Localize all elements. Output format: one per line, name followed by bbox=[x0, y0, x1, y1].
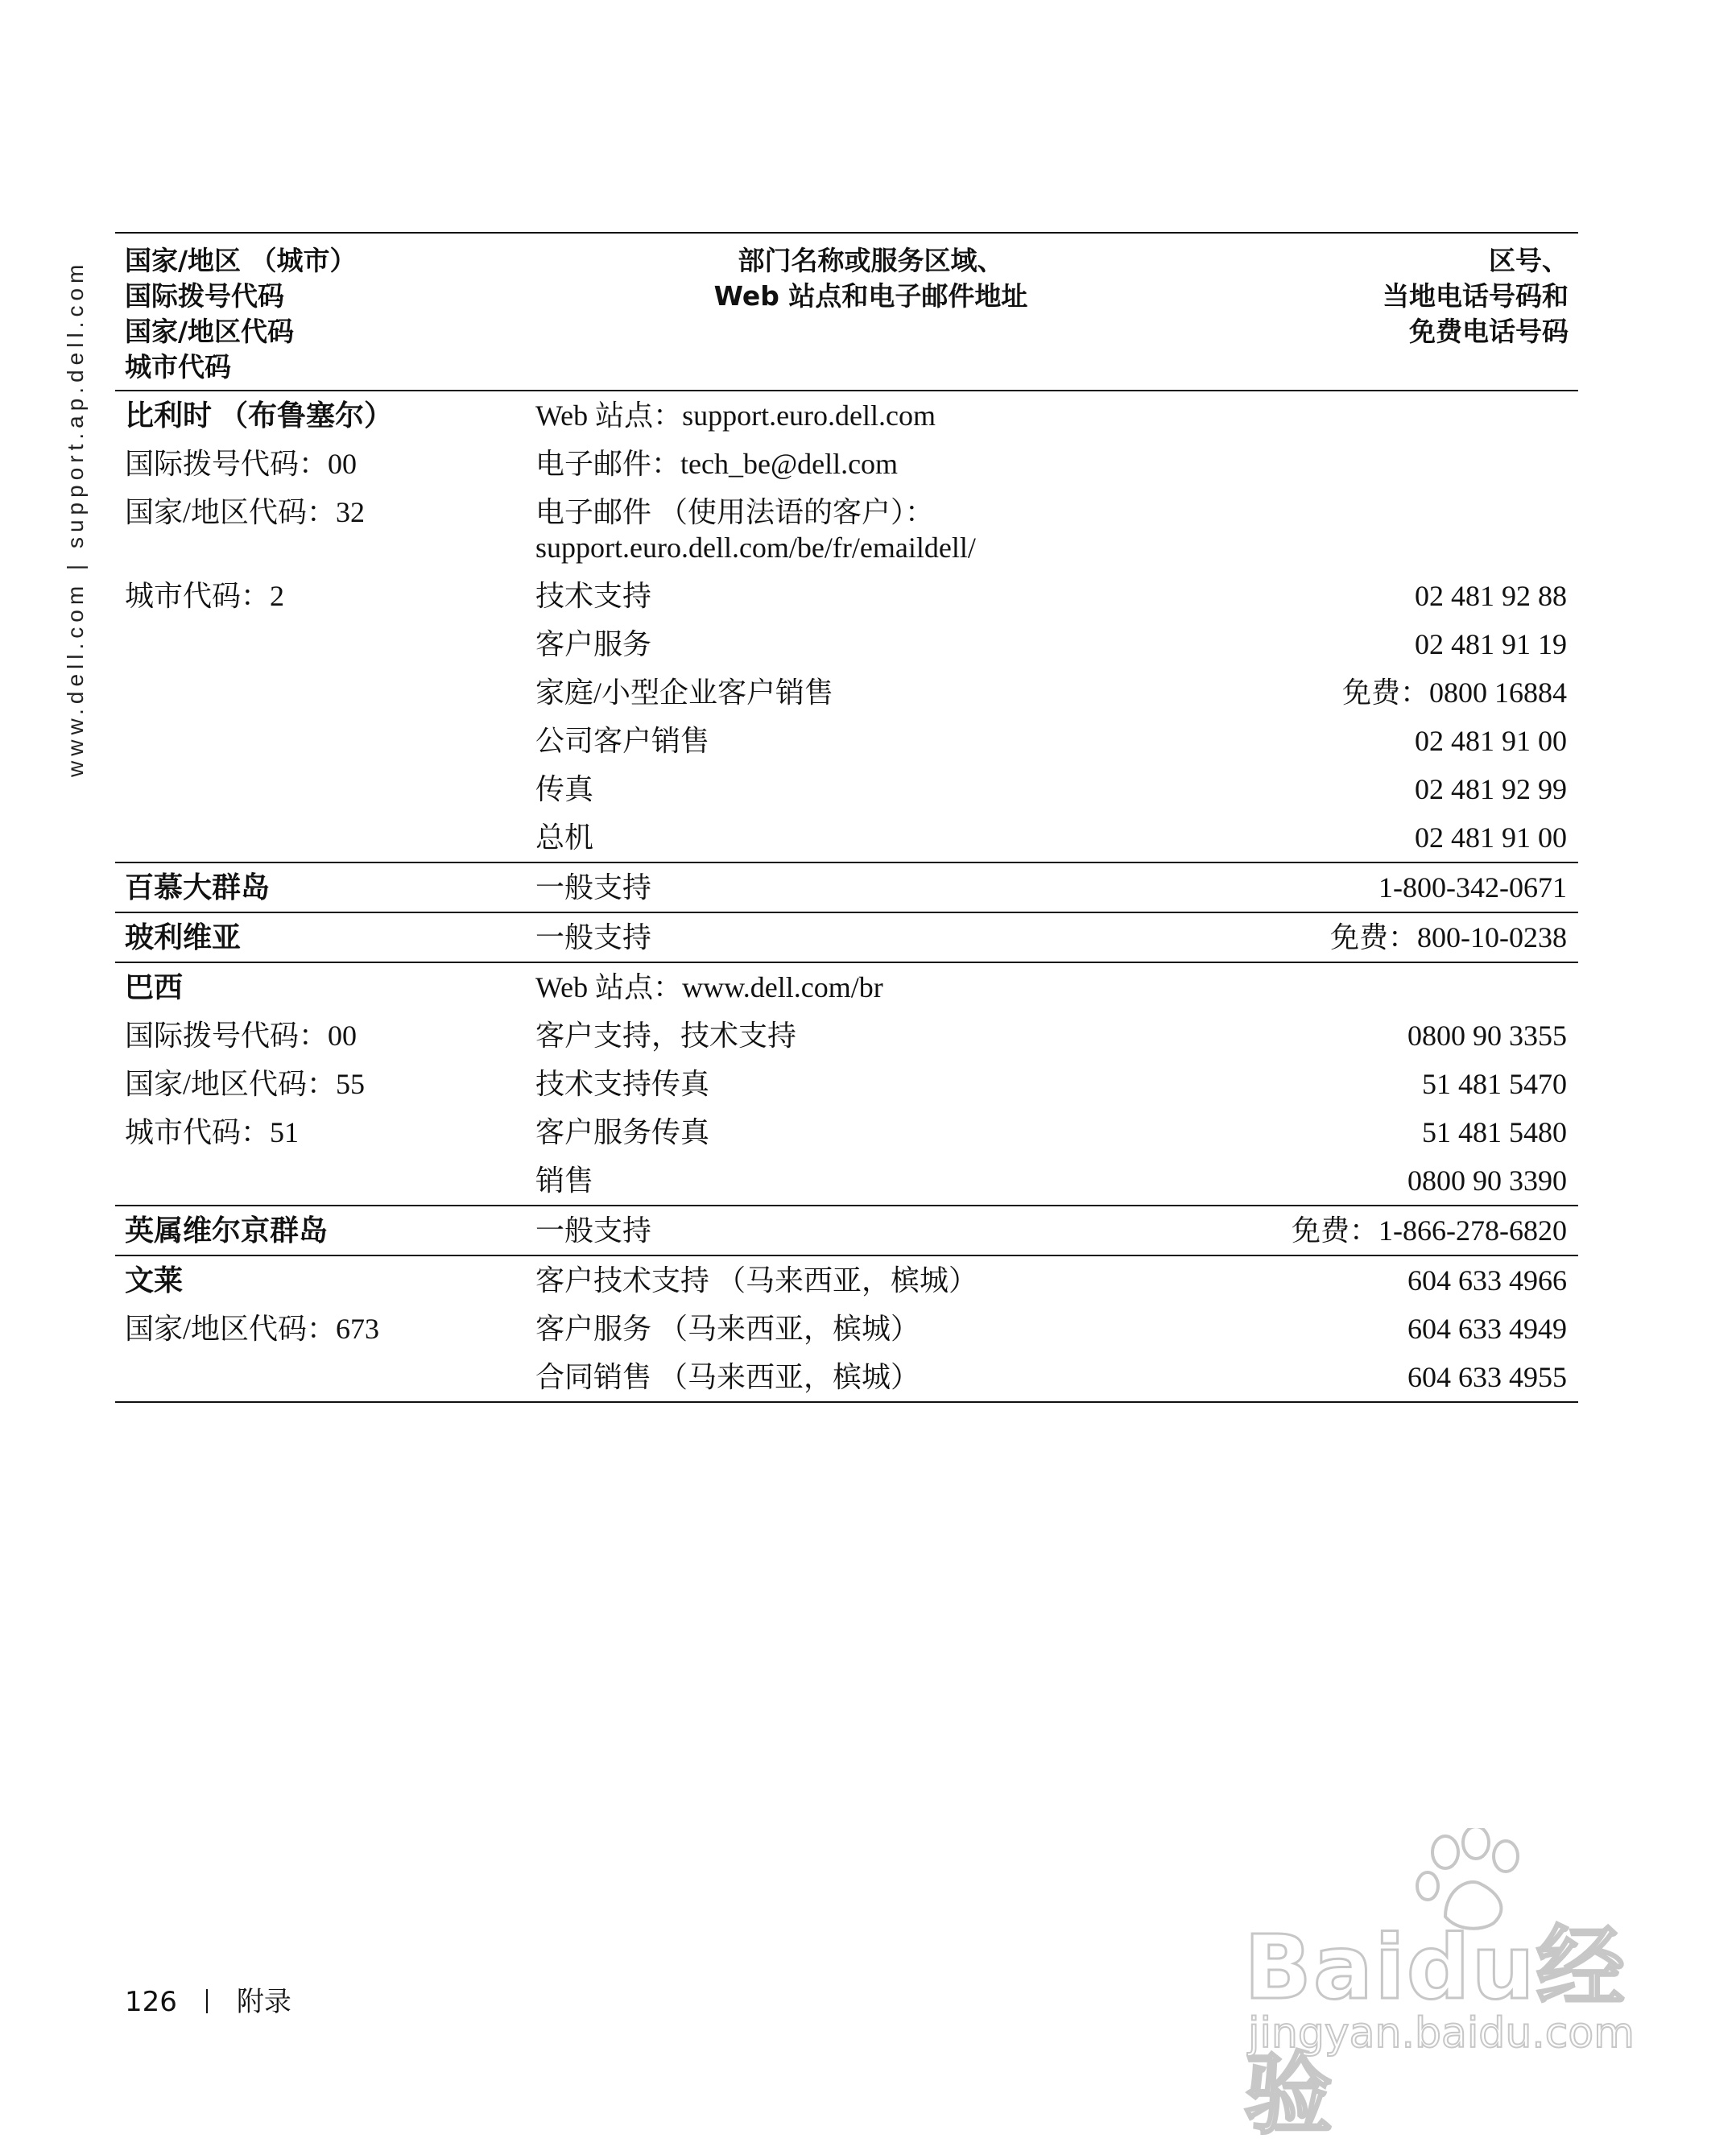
phone-cell bbox=[1216, 391, 1578, 440]
country-name: 百慕大群岛 bbox=[125, 871, 271, 904]
baidu-watermark bbox=[1232, 1828, 1651, 2146]
phone-cell: 免费：800-10-0238 bbox=[1330, 921, 1567, 953]
service-cell: 客户服务 bbox=[535, 628, 652, 660]
country-name: 玻利维亚 bbox=[125, 921, 242, 953]
country-name: 英属维尔京群岛 bbox=[125, 1214, 329, 1247]
phone-cell: 51 481 5480 bbox=[1422, 1116, 1567, 1148]
phone-cell bbox=[1216, 488, 1578, 572]
table-row bbox=[115, 962, 1578, 1011]
table-row bbox=[115, 1060, 1578, 1108]
service-cell: 总机 bbox=[535, 821, 594, 854]
country-info: 国际拨号代码：00 bbox=[125, 448, 358, 480]
phone-cell bbox=[1216, 440, 1578, 488]
country-info: 城市代码：51 bbox=[125, 1116, 300, 1148]
country-name: 文莱 bbox=[125, 1264, 184, 1297]
service-cell: 销售 bbox=[535, 1164, 594, 1197]
table-row bbox=[115, 1108, 1578, 1156]
table-row bbox=[115, 1206, 1578, 1255]
phone-cell: 1-800-342-0671 bbox=[1378, 871, 1567, 904]
phone-cell: 0800 90 3355 bbox=[1407, 1020, 1567, 1052]
header-phone-column: 区号、 当地电话号码和 免费电话号码 bbox=[1383, 245, 1569, 347]
table-row bbox=[115, 813, 1578, 862]
service-cell: Web 站点：www.dell.com/br bbox=[535, 971, 883, 1003]
table-row bbox=[115, 1255, 1578, 1305]
table-row bbox=[115, 1305, 1578, 1353]
country-group-belgium bbox=[115, 391, 1578, 862]
header-country-column: 国家/地区 （城市） 国际拨号代码 国家/地区代码 城市代码 bbox=[125, 245, 357, 383]
service-cell: 客户服务传真 bbox=[535, 1116, 710, 1148]
side-url-text: www.dell.com | support.ap.dell.com bbox=[63, 259, 88, 777]
watermark-url: jingyan.baidu.com bbox=[1248, 2009, 1635, 2058]
table-row bbox=[115, 1011, 1578, 1060]
service-cell: 一般支持 bbox=[535, 1214, 652, 1247]
phone-cell bbox=[1216, 962, 1578, 1011]
page-footer bbox=[125, 1979, 291, 2019]
country-info: 国家/地区代码：32 bbox=[125, 496, 366, 528]
phone-cell: 604 633 4955 bbox=[1407, 1361, 1567, 1393]
table-row bbox=[115, 1353, 1578, 1402]
country-group-bermuda bbox=[115, 862, 1578, 912]
country-info: 城市代码：2 bbox=[125, 580, 285, 612]
phone-cell: 604 633 4949 bbox=[1407, 1313, 1567, 1345]
table-row bbox=[115, 765, 1578, 813]
table-row bbox=[115, 1156, 1578, 1206]
country-group-brazil bbox=[115, 962, 1578, 1206]
service-cell: 公司客户销售 bbox=[535, 725, 710, 757]
phone-cell: 02 481 91 00 bbox=[1415, 821, 1567, 854]
page-number: 126 bbox=[125, 1986, 177, 2018]
country-group-brunei bbox=[115, 1255, 1578, 1402]
table-row bbox=[115, 391, 1578, 440]
service-cell: 技术支持 bbox=[535, 580, 652, 612]
service-cell: 传真 bbox=[535, 773, 594, 805]
contact-table bbox=[115, 232, 1578, 1403]
phone-cell: 51 481 5470 bbox=[1422, 1068, 1567, 1100]
table-row bbox=[115, 912, 1578, 962]
service-cell: 客户服务 （马来西亚，槟城） bbox=[535, 1313, 920, 1345]
country-info: 国家/地区代码：55 bbox=[125, 1068, 366, 1100]
phone-cell: 免费：1-866-278-6820 bbox=[1292, 1214, 1567, 1247]
table-row bbox=[115, 488, 1578, 572]
country-group-bolivia bbox=[115, 912, 1578, 962]
service-cell: 合同销售 （马来西亚，槟城） bbox=[535, 1361, 920, 1393]
table-row bbox=[115, 620, 1578, 668]
country-name: 巴西 bbox=[125, 971, 184, 1003]
service-cell: 客户支持，技术支持 bbox=[535, 1020, 797, 1052]
table-row bbox=[115, 717, 1578, 765]
phone-cell: 02 481 92 99 bbox=[1415, 773, 1567, 805]
phone-cell: 02 481 91 19 bbox=[1415, 628, 1567, 660]
phone-cell: 02 481 92 88 bbox=[1415, 580, 1567, 612]
footer-divider bbox=[206, 1989, 208, 2013]
table-row bbox=[115, 668, 1578, 717]
service-cell: 技术支持传真 bbox=[535, 1068, 710, 1100]
phone-cell: 免费：0800 16884 bbox=[1341, 676, 1567, 709]
table-row bbox=[115, 572, 1578, 620]
header-service-column: 部门名称或服务区域、 Web 站点和电子邮件地址 bbox=[713, 245, 1028, 312]
table-row bbox=[115, 862, 1578, 912]
phone-cell: 604 633 4966 bbox=[1407, 1264, 1567, 1297]
service-cell: 客户技术支持 （马来西亚，槟城） bbox=[535, 1264, 978, 1297]
service-cell: 电子邮件：tech_be@dell.com bbox=[535, 448, 899, 480]
table-row bbox=[115, 440, 1578, 488]
country-info: 国家/地区代码：673 bbox=[125, 1313, 380, 1345]
country-info: 国际拨号代码：00 bbox=[125, 1020, 358, 1052]
country-name: 比利时 （布鲁塞尔） bbox=[125, 399, 394, 432]
service-cell: 一般支持 bbox=[535, 921, 652, 953]
country-group-british-virgin-islands bbox=[115, 1206, 1578, 1255]
service-cell: 家庭/小型企业客户销售 bbox=[535, 676, 834, 709]
watermark-brand: Baidu经验 bbox=[1244, 1916, 1626, 2146]
service-cell: Web 站点：support.euro.dell.com bbox=[535, 399, 936, 432]
service-cell: 一般支持 bbox=[535, 871, 652, 904]
phone-cell: 0800 90 3390 bbox=[1407, 1164, 1567, 1197]
service-cell: 电子邮件 （使用法语的客户）： support.euro.dell.com/be/fr/emaildell/ bbox=[535, 496, 976, 564]
table-header bbox=[115, 233, 1578, 391]
phone-cell: 02 481 91 00 bbox=[1415, 725, 1567, 757]
section-name: 附录 bbox=[236, 1986, 291, 2018]
